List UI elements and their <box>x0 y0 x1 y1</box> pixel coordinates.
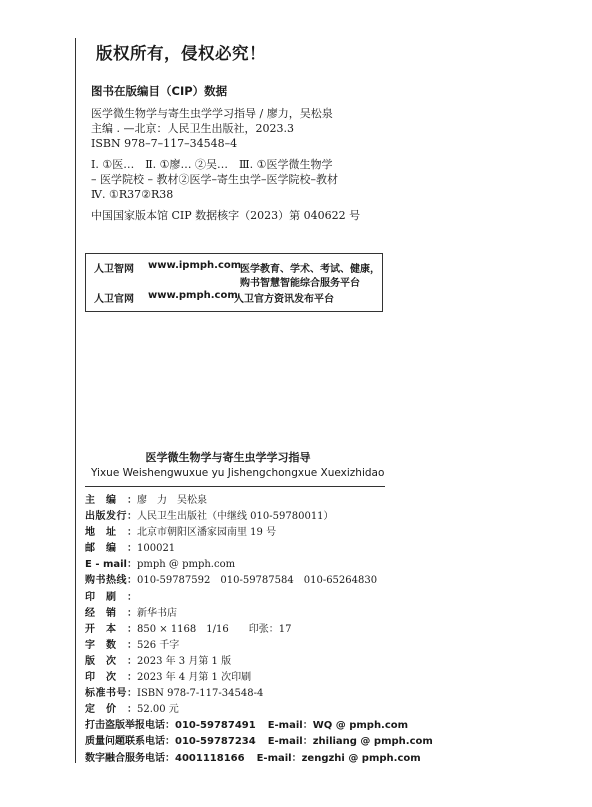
service-info-box <box>85 253 383 312</box>
contact-row-piracy <box>85 718 433 734</box>
info-row-edition <box>85 654 433 670</box>
info-label: 定价： <box>85 704 137 716</box>
info-row-price <box>85 702 433 718</box>
contact-row-digital <box>85 751 433 767</box>
info-row-email <box>85 557 433 573</box>
left-margin-rule <box>75 38 76 763</box>
info-row-address <box>85 525 433 541</box>
pmph-name: 人卫官网 <box>94 294 134 305</box>
publication-info <box>85 493 433 767</box>
info-label: E - mail： <box>85 559 137 571</box>
contact-label: 数字融合服务电话： <box>85 752 175 764</box>
info-value: ISBN 978-7-117-34548-4 <box>137 688 264 700</box>
cip-line: Ⅰ. ①医… Ⅱ. ①廖… ②吴… Ⅲ. ①医学微生物学 <box>91 158 333 171</box>
ipmph-name: 人卫智网 <box>94 264 134 275</box>
info-row-format <box>85 622 433 638</box>
info-row-editor <box>85 493 433 509</box>
info-value: 2023 年 4 月第 1 次印刷 <box>137 672 252 684</box>
info-label: 购书热线： <box>85 575 137 587</box>
ipmph-desc-2: 购书智慧智能综合服务平台 <box>240 278 360 289</box>
copyright-notice: 版权所有，侵权必究！ <box>96 44 266 63</box>
info-value: 526 千字 <box>137 639 180 651</box>
info-label: 主编： <box>85 495 137 506</box>
cip-line: ISBN 978–7–117–34548–4 <box>91 137 238 150</box>
info-value: 人民卫生出版社（中继线 010-59780011） <box>137 511 334 523</box>
pmph-desc: 人卫官方资讯发布平台 <box>234 294 334 305</box>
contact-email[interactable]: E-mail：WQ @ pmph.com <box>267 720 409 732</box>
cip-line: – 医学院校 – 教材②医学–寄生虫学–医学院校–教材 <box>91 173 338 186</box>
contact-phone: 4001118166 <box>175 752 245 764</box>
info-value: 新华书店 <box>137 607 177 619</box>
book-title: 医学微生物学与寄生虫学学习指导 <box>145 451 311 464</box>
info-row-hotline <box>85 573 433 589</box>
info-label: 印次： <box>85 672 137 684</box>
info-value: 52.00 元 <box>137 704 179 716</box>
info-label: 开本： <box>85 623 137 635</box>
info-row-postcode <box>85 541 433 557</box>
info-value: 850 × 1168 1/16 印张：17 <box>137 623 292 635</box>
cip-line: 主编 . —北京：人民卫生出版社，2023.3 <box>91 122 294 135</box>
info-row-printer <box>85 590 433 606</box>
divider <box>85 486 385 487</box>
info-value[interactable]: pmph @ pmph.com <box>137 559 236 571</box>
info-label: 标准书号： <box>85 688 137 700</box>
info-value: 100021 <box>137 543 176 555</box>
contact-row-quality <box>85 734 433 750</box>
info-row-printing <box>85 670 433 686</box>
info-label: 经销： <box>85 607 137 619</box>
contact-email[interactable]: E-mail：zengzhi @ pmph.com <box>256 752 421 764</box>
cip-line: 中国国家版本馆 CIP 数据核字（2023）第 040622 号 <box>91 209 361 222</box>
cip-line: 医学微生物学与寄生虫学学习指导 / 廖力，吴松泉 <box>91 107 333 120</box>
ipmph-desc: 医学教育、学术、考试、健康， <box>240 264 380 275</box>
contact-label: 质量问题联系电话： <box>85 736 175 748</box>
contact-phone: 010-59787491 <box>175 720 256 732</box>
info-row-publisher <box>85 509 433 525</box>
info-label: 地址： <box>85 527 137 539</box>
contact-label: 打击盗版举报电话： <box>85 720 175 732</box>
cip-line: Ⅳ. ①R37②R38 <box>91 188 174 201</box>
info-row-isbn <box>85 686 433 702</box>
book-pinyin-title: Yixue Weishengwuxue yu Jishengchongxue Xuexizhidao <box>91 467 385 479</box>
info-value: 北京市朝阳区潘家园南里 19 号 <box>137 527 277 539</box>
contact-phone: 010-59787234 <box>175 736 256 748</box>
info-label: 字数： <box>85 639 137 651</box>
info-row-distributor <box>85 606 433 622</box>
cip-title: 图书在版编目（CIP）数据 <box>91 84 228 98</box>
ipmph-url[interactable]: www.ipmph.com <box>148 260 242 271</box>
info-value: 010-59787592 010-59787584 010-65264830 <box>137 575 378 587</box>
pmph-url[interactable]: www.pmph.com <box>148 290 238 301</box>
cip-record <box>91 106 391 223</box>
info-label: 印刷： <box>85 591 137 603</box>
info-value: 廖 力 吴松泉 <box>137 495 207 506</box>
info-label: 邮编： <box>85 543 137 555</box>
info-label: 版次： <box>85 655 137 667</box>
contact-email[interactable]: E-mail：zhiliang @ pmph.com <box>267 736 433 748</box>
info-value: 2023 年 3 月第 1 版 <box>137 655 232 667</box>
info-label: 出版发行： <box>85 511 137 523</box>
info-row-wordcount <box>85 638 433 654</box>
